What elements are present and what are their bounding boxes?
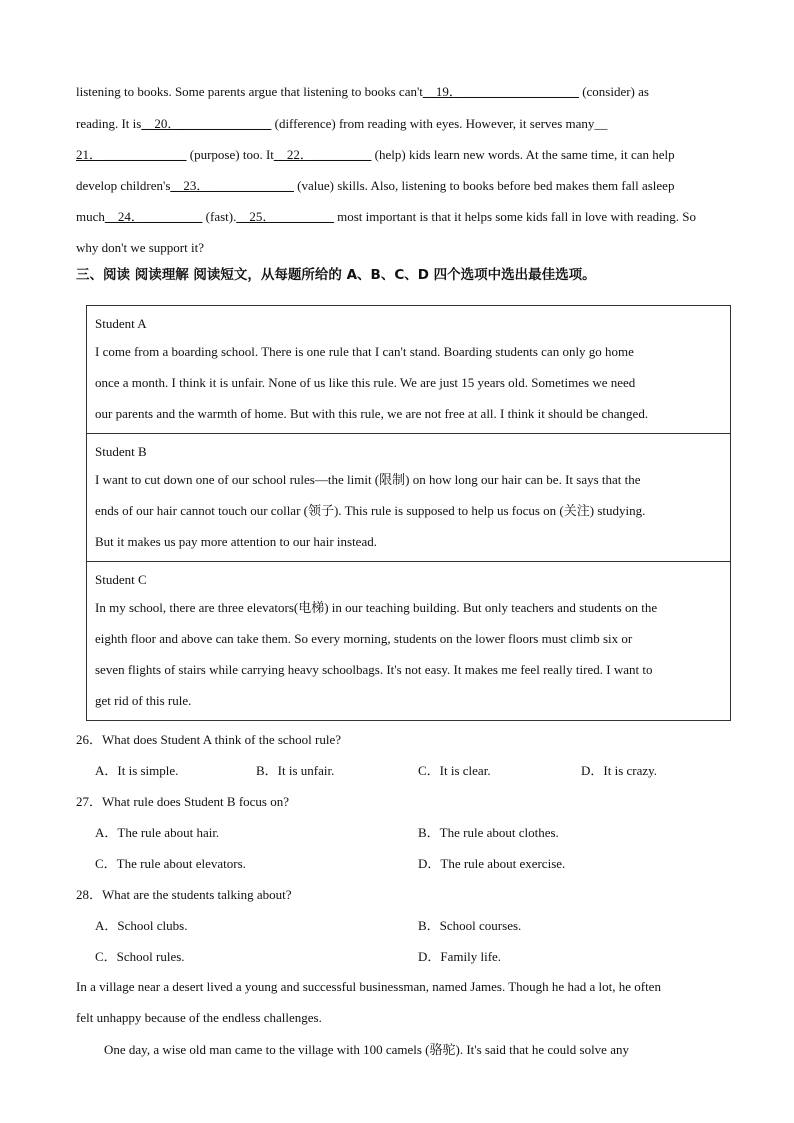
- option-28-d[interactable]: D．Family life.: [418, 949, 502, 964]
- story-line-2: felt unhappy because of the endless challenges.: [76, 1010, 322, 1025]
- passage-line-3: [76, 146, 675, 164]
- student-c-cell: [87, 562, 730, 720]
- student-text-line: In my school, there are three elevators(电梯) in our teaching building. But only teachers and students on the: [95, 600, 658, 615]
- blank-24: __24．_________: [104, 209, 203, 224]
- option-28-c[interactable]: C．School rules.: [95, 949, 185, 964]
- passage-line-2: [76, 115, 607, 133]
- question-27: 27．What rule does Student B focus on?: [76, 794, 290, 809]
- student-text-line: get rid of this rule.: [95, 693, 192, 708]
- question-26: 26．What does Student A think of the school rule?: [76, 732, 342, 747]
- story-line-3: One day, a wise old man came to the village with 100 camels (骆驼). It's said that he could solve any: [104, 1042, 629, 1057]
- blank-22: __22．_________: [273, 147, 372, 162]
- student-text-line: I come from a boarding school. There is one rule that I can't stand. Boarding students can only go home: [95, 344, 634, 359]
- option-27-b[interactable]: B．The rule about clothes.: [418, 825, 559, 840]
- blank-23: __23．_____________: [170, 178, 294, 193]
- student-text-line: seven flights of stairs while carrying heavy schoolbags. It's not easy. It makes me feel really tired. I want to: [95, 662, 653, 677]
- option-26-d[interactable]: D．It is crazy.: [581, 763, 658, 778]
- section-heading: 三、阅读 阅读理解 阅读短文，从每题所给的 A、B、C、D 四个选项中选出最佳选项。: [76, 267, 596, 283]
- text: (purpose) too. It: [186, 147, 274, 162]
- blank-20: __20．______________: [141, 116, 272, 131]
- text: reading. It is: [76, 116, 142, 131]
- option-27-a[interactable]: A．The rule about hair.: [95, 825, 220, 840]
- story-line-1: In a village near a desert lived a young and successful businessman, named James. Though he had a lot, he often: [76, 979, 661, 994]
- option-26-a[interactable]: A．It is simple.: [95, 763, 179, 778]
- text: (consider) as: [578, 84, 649, 99]
- passage-line-1: [76, 83, 649, 101]
- passage-line-5: [76, 208, 696, 226]
- option-26-b[interactable]: B．It is unfair.: [256, 763, 335, 778]
- text: listening to books. Some parents argue that listening to books can't: [76, 84, 423, 99]
- option-27-c[interactable]: C．The rule about elevators.: [95, 856, 246, 871]
- option-28-b[interactable]: B．School courses.: [418, 918, 522, 933]
- student-text-line: our parents and the warmth of home. But with this rule, we are not free at all. I think it should be changed.: [95, 406, 649, 421]
- student-text-line: eighth floor and above can take them. So every morning, students on the lower floors must climb six or: [95, 631, 633, 646]
- student-b-cell: [87, 434, 730, 562]
- blank-21: 21．_____________: [76, 147, 187, 162]
- student-name: Student C: [95, 572, 147, 587]
- option-26-c[interactable]: C．It is clear.: [418, 763, 491, 778]
- student-name: Student B: [95, 444, 147, 459]
- student-text-line: But it makes us pay more attention to our hair instead.: [95, 534, 377, 549]
- question-28: 28．What are the students talking about?: [76, 887, 292, 902]
- blank-19: __19．__________________: [422, 84, 579, 99]
- student-name: Student A: [95, 316, 147, 331]
- passage-line-6: why don't we support it?: [76, 240, 204, 255]
- student-text-line: ends of our hair cannot touch our collar (领子). This rule is supposed to help us focus on (关注) studying.: [95, 503, 646, 518]
- text: (help) kids learn new words. At the same time, it can help: [371, 147, 675, 162]
- text: (difference) from reading with eyes. However, it serves many__: [271, 116, 608, 131]
- students-table: [86, 305, 731, 721]
- text: (fast).: [202, 209, 237, 224]
- text: most important is that it helps some kids fall in love with reading. So: [333, 209, 697, 224]
- text: (value) skills. Also, listening to books before bed makes them fall asleep: [293, 178, 675, 193]
- student-text-line: I want to cut down one of our school rules—the limit (限制) on how long our hair can be. It says that the: [95, 472, 641, 487]
- option-28-a[interactable]: A．School clubs.: [95, 918, 188, 933]
- student-text-line: once a month. I think it is unfair. None of us like this rule. We are just 15 years old. Sometimes we need: [95, 375, 636, 390]
- passage-line-4: [76, 177, 674, 195]
- student-a-cell: [87, 306, 730, 434]
- blank-25: __25．_________: [236, 209, 334, 224]
- option-27-d[interactable]: D．The rule about exercise.: [418, 856, 566, 871]
- text: much: [76, 209, 105, 224]
- text: develop children's: [76, 178, 171, 193]
